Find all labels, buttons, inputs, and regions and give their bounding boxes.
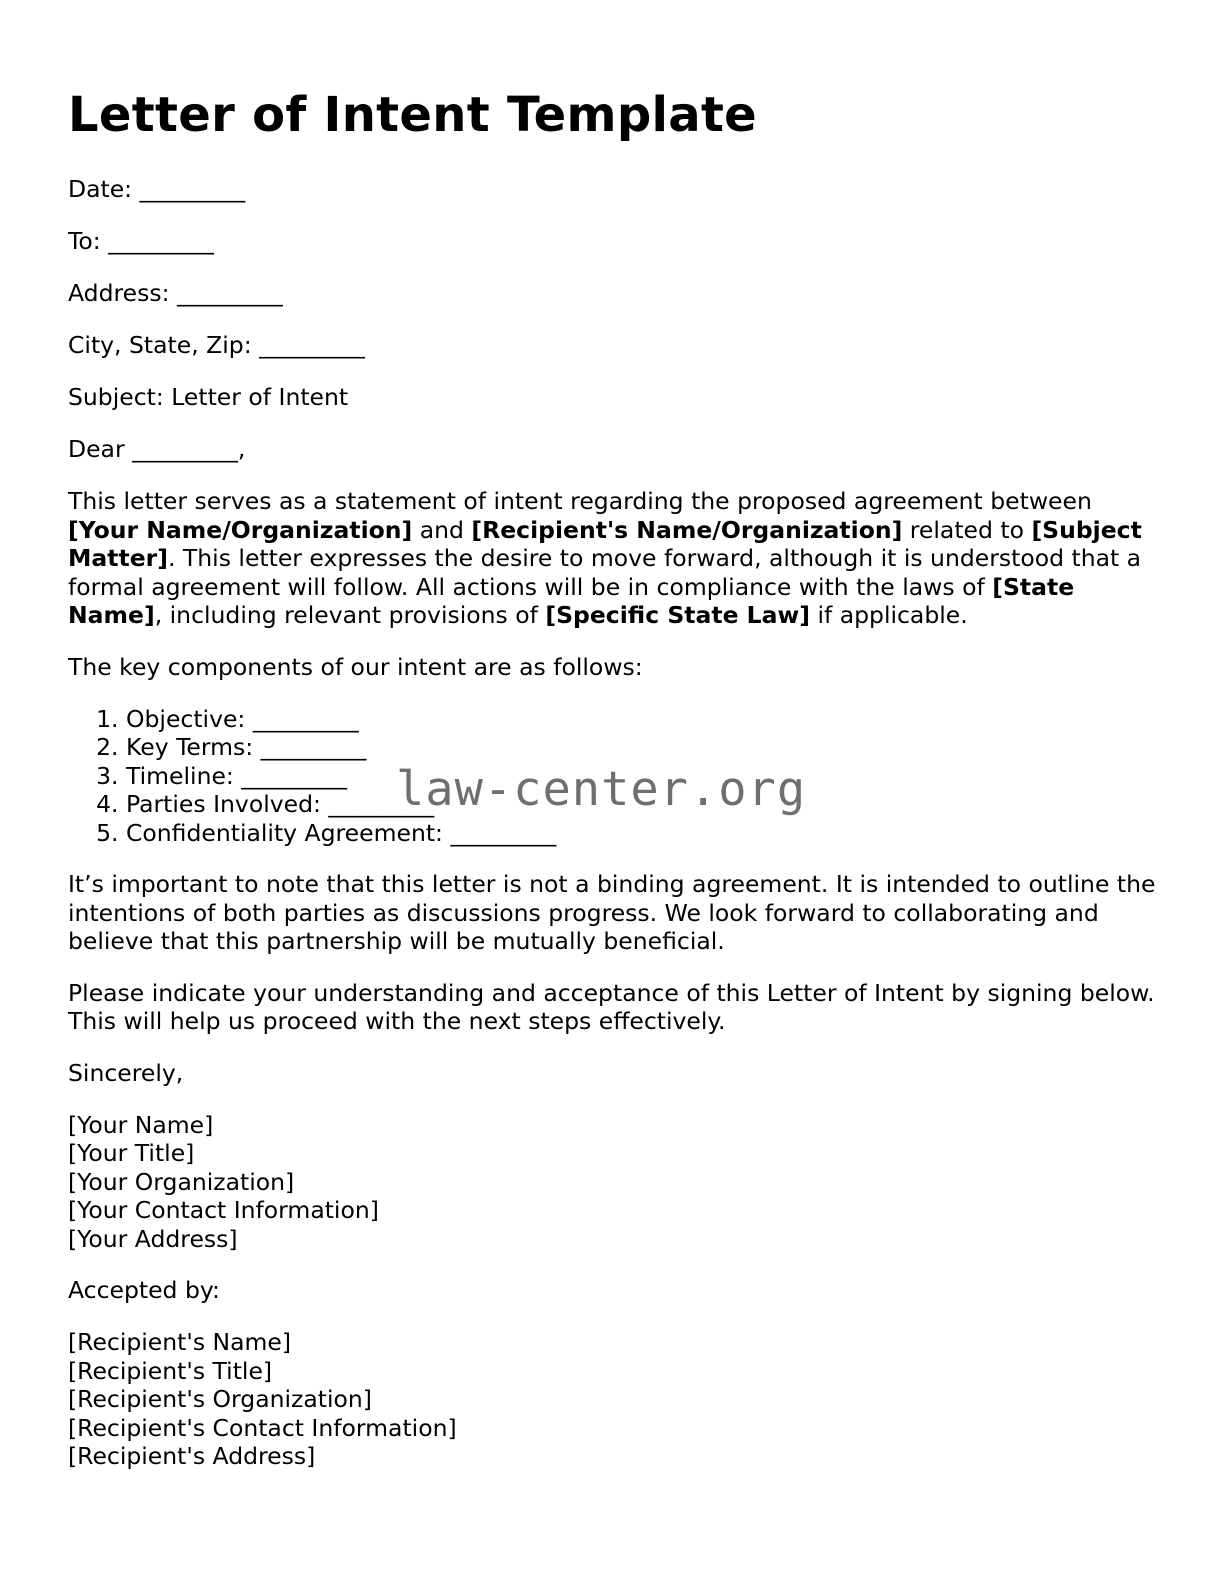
list-item: 4. Parties Involved: _________ — [126, 790, 1168, 819]
recipient-line: [Recipient's Address] — [68, 1442, 316, 1470]
recipient-line: [Recipient's Name] — [68, 1328, 292, 1356]
recipient-line: [Recipient's Organization] — [68, 1385, 372, 1413]
list-item: 3. Timeline: _________ — [126, 762, 1168, 791]
sender-line: [Your Title] — [68, 1139, 195, 1167]
recipient-line: [Recipient's Contact Information] — [68, 1413, 457, 1442]
placeholder-recipient-name: [Recipient's Name/Organization] — [471, 515, 903, 544]
recipient-block — [68, 1328, 1168, 1471]
accepted-by-label: Accepted by: — [68, 1276, 220, 1304]
subject-line: Subject: Letter of Intent — [68, 383, 349, 411]
list-item: 5. Confidentiality Agreement: _________ — [126, 819, 1168, 848]
address-field: Address: _________ — [68, 279, 283, 307]
watermark: law-center.org — [396, 762, 807, 817]
salutation: Dear _________, — [68, 435, 246, 463]
recipient-line: [Recipient's Title] — [68, 1356, 273, 1385]
sender-line: [Your Name] — [68, 1110, 214, 1139]
date-field: Date: _________ — [68, 175, 246, 203]
city-state-zip-field: City, State, Zip: _________ — [68, 331, 365, 359]
sender-block — [68, 1111, 1168, 1254]
sender-line: [Your Contact Information] — [68, 1196, 379, 1224]
sender-line: [Your Organization] — [68, 1167, 295, 1196]
list-item: 1. Objective: _________ — [126, 705, 1168, 734]
sender-line: [Your Address] — [68, 1224, 238, 1253]
non-binding-paragraph: It’s important to note that this letter is not a binding agreement. It is intended to outline the intentions of both parties as discussions progress. We look forward to collaborating and believe that this partnership will be mutually beneficial. — [68, 870, 1156, 955]
placeholder-subject-matter: [Subject Matter] — [68, 515, 1142, 572]
components-intro: The key components of our intent are as follows: — [68, 652, 643, 681]
acceptance-paragraph: Please indicate your understanding and acceptance of this Letter of Intent by signing below. This will help us proceed with the next steps effectively. — [68, 978, 1155, 1035]
placeholder-state-name: [State Name] — [68, 572, 1075, 629]
placeholder-state-law: [Specific State Law] — [545, 601, 810, 629]
closing: Sincerely, — [68, 1058, 184, 1087]
to-field: To: _________ — [68, 227, 214, 255]
placeholder-your-name: [Your Name/Organization] — [68, 515, 413, 544]
document-title: Letter of Intent Template — [68, 87, 758, 143]
intent-paragraph: This letter serves as a statement of intent regarding the proposed agreement between [Your Name/Organization] and [Recipient's Name/Organization] related to [Subject Matter]. This letter expresses the desire to move forward, although it is understood that a formal agreement will follow. All actions will be in compliance with the laws of [State Name], including relevant provisions of [Specific State Law] if applicable. — [68, 487, 1142, 629]
list-item: 2. Key Terms: _________ — [126, 733, 1168, 762]
